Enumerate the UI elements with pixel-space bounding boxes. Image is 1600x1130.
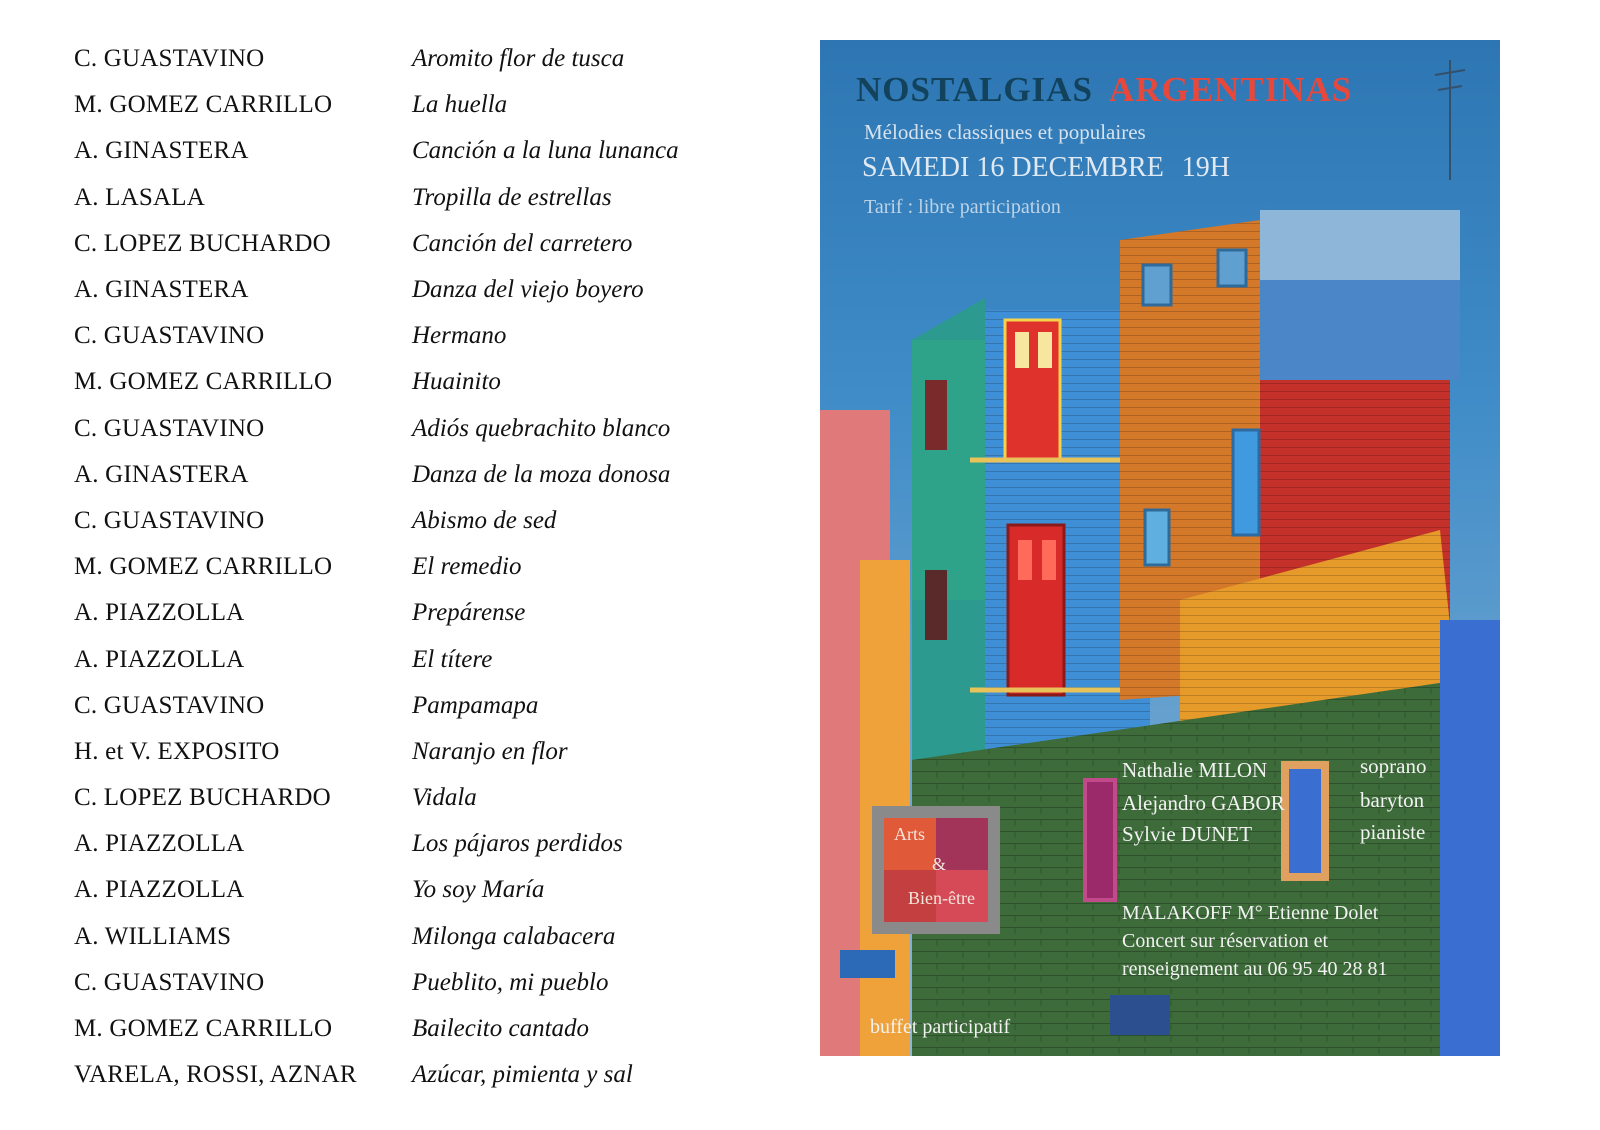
program-list [74,36,734,1098]
program-row [74,1006,734,1052]
piece-title: Tropilla de estrellas [412,183,612,211]
program-row [74,960,734,1006]
composer-name: A. GINASTERA [74,276,249,304]
program-row [74,175,734,221]
composer-name: C. GUASTAVINO [74,968,265,996]
piece-title: Canción del carretero [412,229,633,257]
piece-title: Prepárense [412,599,526,627]
poster-title-word2: ARGENTINAS [1108,70,1353,109]
piece-title: Adiós quebrachito blanco [412,414,671,442]
piece-title: Abismo de sed [412,506,557,534]
program-row [74,544,734,590]
piece-title: Pampamapa [412,691,539,719]
phone-line: renseignement au 06 95 40 28 81 [1122,958,1388,980]
piece-title: Vidala [412,784,477,812]
composer-name: A. GINASTERA [74,137,249,165]
piece-title: La huella [412,91,508,119]
performer-name: Nathalie MILON [1122,758,1268,782]
performer-name: Alejandro GABOR [1122,791,1285,815]
piece-title: Pueblito, mi pueblo [412,968,609,996]
program-row [74,636,734,682]
concert-poster [820,40,1500,1056]
composer-name: C. GUASTAVINO [74,45,265,73]
performer-name: Sylvie DUNET [1122,822,1253,846]
poster-date-time: 19H [1181,152,1231,183]
program-row [74,128,734,174]
piece-title: Yo soy María [412,876,545,904]
composer-name: C. LOPEZ BUCHARDO [74,784,331,812]
piece-title: Hermano [412,322,507,350]
composer-name: A. WILLIAMS [74,922,232,950]
composer-name: VARELA, ROSSI, AZNAR [74,1061,357,1089]
performer-role: baryton [1360,788,1425,812]
program-row [74,267,734,313]
program-row [74,221,734,267]
composer-name: C. LOPEZ BUCHARDO [74,229,331,257]
composer-name: C. GUASTAVINO [74,691,265,719]
poster-subtitle: Mélodies classiques et populaires [864,120,1146,144]
piece-title: Bailecito cantado [412,1015,590,1043]
program-row [74,452,734,498]
program-row [74,36,734,82]
program-row [74,313,734,359]
composer-name: C. GUASTAVINO [74,322,265,350]
composer-name: H. et V. EXPOSITO [74,737,280,765]
logo-text-ampersand: & [932,854,947,874]
program-row [74,775,734,821]
composer-name: M. GOMEZ CARRILLO [74,553,333,581]
program-row [74,683,734,729]
program-row [74,1052,734,1098]
logo-text-bien-etre: Bien-être [908,888,975,908]
piece-title: Aromito flor de tusca [412,45,625,73]
program-row [74,406,734,452]
poster-title [856,70,1352,110]
poster-tarif: Tarif : libre participation [864,196,1061,218]
composer-name: A. PIAZZOLLA [74,876,245,904]
composer-name: A. PIAZZOLLA [74,645,245,673]
composer-name: M. GOMEZ CARRILLO [74,1015,333,1043]
logo-text-arts: Arts [894,824,925,844]
piece-title: Danza del viejo boyero [412,276,644,304]
program-row [74,729,734,775]
piece-title: Huainito [412,368,501,396]
poster-date [862,152,1230,184]
composer-name: A. PIAZZOLLA [74,830,245,858]
composer-name: C. GUASTAVINO [74,414,265,442]
performer-role: soprano [1360,754,1427,778]
piece-title: Danza de la moza donosa [412,460,671,488]
program-row [74,914,734,960]
reservation-line: Concert sur réservation et [1122,930,1329,952]
arts-bien-etre-logo [872,806,1000,934]
piece-title: Milonga calabacera [412,922,616,950]
program-row [74,498,734,544]
composer-name: M. GOMEZ CARRILLO [74,91,333,119]
composer-name: M. GOMEZ CARRILLO [74,368,333,396]
piece-title: El títere [412,645,493,673]
program-row [74,590,734,636]
composer-name: A. PIAZZOLLA [74,599,245,627]
buffet-note: buffet participatif [870,1016,1011,1038]
piece-title: Canción a la luna lunanca [412,137,679,165]
composer-name: A. LASALA [74,183,205,211]
program-row [74,867,734,913]
program-row [74,359,734,405]
piece-title: Naranjo en flor [412,737,568,765]
composer-name: A. GINASTERA [74,460,249,488]
program-row [74,821,734,867]
poster-title-word1: NOSTALGIAS [856,70,1093,109]
poster-date-day: SAMEDI 16 DECEMBRE [862,152,1164,183]
piece-title: El remedio [412,553,522,581]
piece-title: Los pájaros perdidos [412,830,623,858]
piece-title: Azúcar, pimienta y sal [412,1061,633,1089]
performer-role: pianiste [1360,820,1426,844]
venue-line: MALAKOFF M° Etienne Dolet [1122,902,1379,924]
program-row [74,82,734,128]
composer-name: C. GUASTAVINO [74,506,265,534]
